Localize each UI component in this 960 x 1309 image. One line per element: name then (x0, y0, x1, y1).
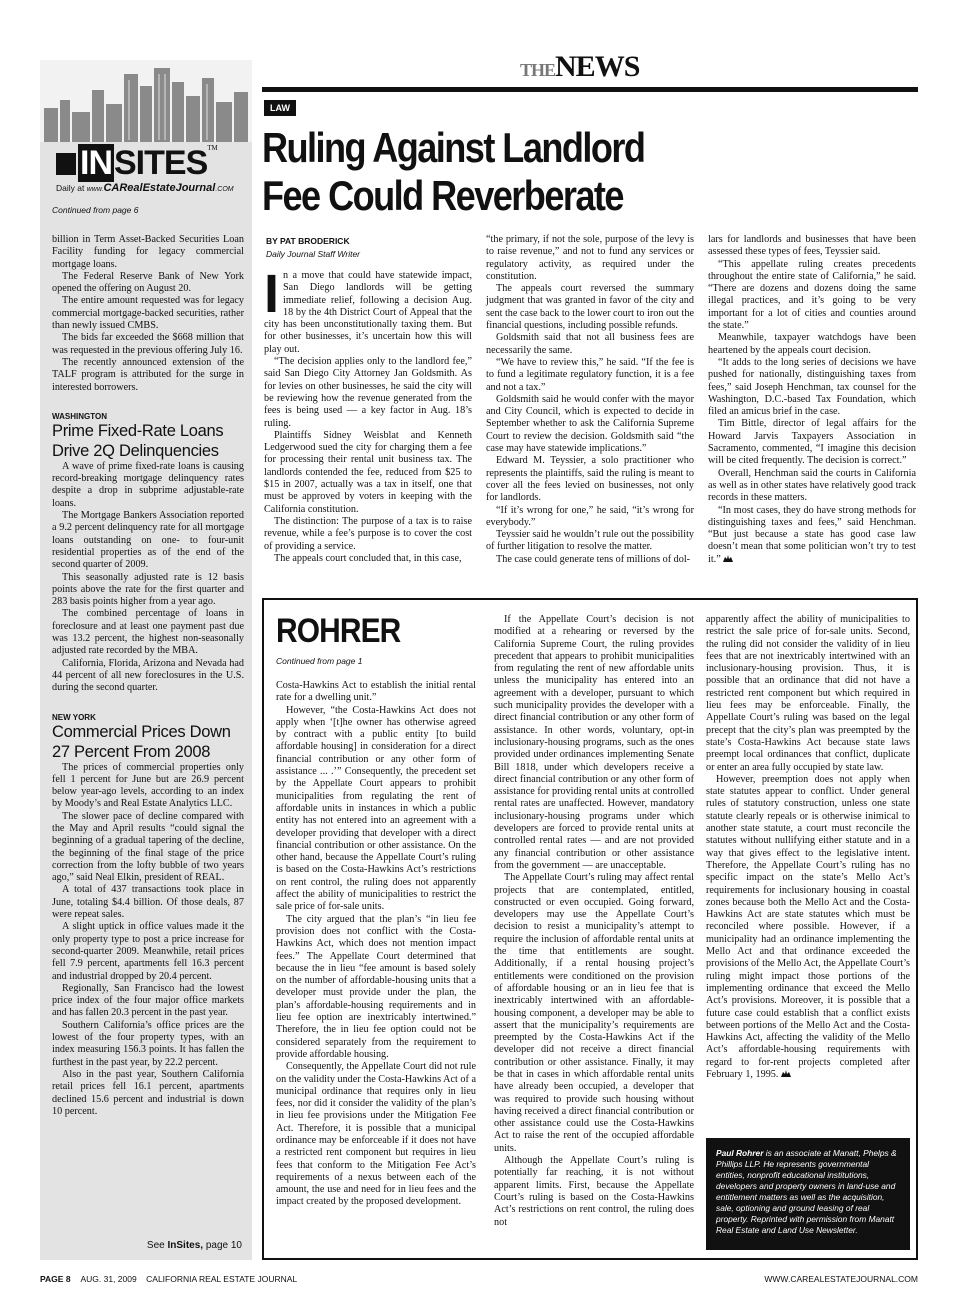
sidebar-paragraph: The slower pace of decline compared with the May and April results “could signal the beginning of a gradual tapering of the decline, the beginning of the final stage of the price correction from the lofty bubble of two years ago,” said Neal Elkin, president of REAL. (52, 810, 244, 884)
sidebar-paragraph: The entire amount requested was for legacy commercial mortgage-backed securities, rather than newly issued CMBS. (52, 295, 244, 332)
article-paragraph: “The decision applies only to the landlord fee,” said San Diego City Attorney Jan Goldsmith. As for levies on other businesses, he said the city will be reviewing how the revenue generated from the fees is being used — a key factor in Aug. 18’s ruling. (264, 356, 472, 429)
law-column-2 (486, 234, 694, 566)
masthead-rule (262, 87, 918, 92)
sidebar-paragraph: A total of 437 transactions took place in June, totaling $4.4 billion. Of those deals, 87 were repeat sales. (52, 884, 244, 921)
rohrer-column-3 (706, 614, 910, 1081)
see-name: InSites, (167, 1240, 204, 1251)
bio-name: Paul Rohrer (716, 1148, 764, 1158)
sidebar-paragraph: A slight uptick in office values made it the only property type to post a price increase for second-quarter 2009. Meanwhile, retail prices fell 7.9 percent, apartments fell 16.3 percent and industrial dropped by 20.4 percent. (52, 921, 244, 982)
daily-prefix: Daily at (56, 183, 85, 193)
masthead-news: NEWS (555, 50, 640, 83)
sidebar-paragraph: This seasonally adjusted rate is 12 basis points above the rate for the first quarter and 283 basis points higher from a year ago. (52, 571, 244, 608)
end-mark-icon (723, 554, 733, 562)
page-footer (40, 1274, 297, 1284)
logo-trademark: TM (207, 144, 218, 152)
bio-text: is an associate at Manatt, Phelps & Phillips LLP. He represents governmental entities, nonprofit educational institutions, developers and property owners in land-use and entitlement matters as well as the acquisition, sale, optioning and ground leasing of real property. Reprinted with permission from Manatt Real Estate and Land Use Newsletter. (716, 1148, 897, 1235)
sidebar-paragraph: The Mortgage Bankers Association reported a 9.2 percent delinquency rate for all mortgage loans outstanding on one- to four-unit residential properties as of the end of the second quarter of 2009. (52, 510, 244, 571)
sidebar-paragraph: Regionally, San Francisco had the lowest price index of the four major office markets and has fallen 20.3 percent in the past year. (52, 982, 244, 1019)
daily-com: .COM (215, 186, 234, 193)
article-paragraph: Plaintiffs Sidney Weisblat and Kenneth Ledgerwood sued the city for charging them a fee for processing their rental unit business tax. The landlords contended the fee, reduced from $25 to $15 in 2007, actually was a tax in itself, one that must be approved by voters in keeping with the California constitution. (264, 429, 472, 515)
article-paragraph: “If it’s wrong for one,” he said, “it’s wrong for everybody.” (486, 504, 694, 528)
article-paragraph (708, 505, 916, 566)
sidebar-paragraph: Southern California’s office prices are the lowest of the four property types, with an index measuring 156.3 points. It has fallen the furthest in the past year, by 22.2 percent. (52, 1019, 244, 1068)
see-insites-jump[interactable] (120, 1240, 242, 1251)
logo-sites: SITES (114, 144, 208, 182)
story-kicker: NEW YORK (52, 712, 96, 722)
drop-cap: I (264, 264, 280, 324)
logo-in: IN (80, 144, 112, 182)
article-paragraph: The case could generate tens of millions of dol- (496, 553, 691, 565)
article-paragraph: The appeals court reversed the summary judgment that was granted in favor of the city and sent the case back to the lower court to iron out the financial questions, including possible refunds. (486, 283, 694, 332)
article-paragraph: Edward M. Teyssier, a solo practitioner who represents the plaintiffs, said the ruling is meant to cover all the fees levied on businesses, not only for landlords. (486, 455, 694, 504)
publication-name: CALIFORNIA REAL ESTATE JOURNAL (146, 1274, 298, 1284)
article-paragraph (706, 774, 910, 1081)
article-paragraph: “It adds to the long series of decisions we have pushed for nationally, distinguishing taxes from fees,” said Joseph Henchman, tax counsel for the Washington, D.C.-based Tax Foundation, which filed an amicus brief in the case. (708, 356, 916, 418)
law-column-3 (708, 234, 916, 566)
article-paragraph: The appeals court concluded that, in this case, (274, 552, 462, 564)
article-paragraph: “We have to review this,” he said. “If the fee is to fund a legitimate regulatory function, it is a fee and not a tax.” (486, 356, 694, 393)
sidebar-paragraph: California, Florida, Arizona and Nevada had 44 percent of all new foreclosures in the U.S. during the second quarter. (52, 657, 244, 694)
article-paragraph: Overall, Henchman said the courts in California as well as in other states have relatively good track records in these matters. (708, 467, 916, 504)
issue-date: AUG. 31, 2009 (80, 1274, 137, 1284)
article-paragraph: Meanwhile, taxpayer watchdogs have been heartened by the appeals court decision. (708, 332, 916, 356)
article-paragraph: Teyssier said he wouldn’t rule out the possibility of further litigation to resolve the matter. (486, 529, 695, 553)
sidebar-paragraph: The combined percentage of loans in foreclosure and at least one payment past due was 13.2 percent, the highest non-seasonally adjusted rate recorded by the MBA. (52, 608, 244, 657)
article-paragraph: The Appellate Court’s ruling may affect rental projects that are contemplated, entitled, constructed or even occupied. Going forward, developers may use the Appellate Court’s decision to resist a municipality’s attempt to require the inclusion of affordable rental units at the time that entitlements are sought. Additionally, if a rental housing project’s entitlements were conditioned on the provision of affordable housing or an in lieu fee that is inextricably intertwined with an affordable-housing component, a developer may be able to assert that the municipality’s requirements are preempted by the Costa-Hawkins Act if the developer did not receive a direct financial contribution or other assistance. Finally, it may be that in cases in which affordable rental units have already been occupied, a developer that was required to provide such housing without having received a direct financial contribution or other assistance could use the Costa-Hawkins Act to raise the rent of the occupied affordable units. (494, 872, 694, 1154)
insites-logo (56, 144, 246, 182)
footer-url[interactable]: WWW.CAREALESTATEJOURNAL.COM (764, 1274, 918, 1284)
daily-www: www. (86, 186, 104, 193)
article-paragraph: “This appellate ruling creates precedents throughout the entire state of California,” he said. “There are dozens and dozens doing the same illegal practices, and it’s going to be very important for a lot of cities and counties around the state.” (708, 258, 916, 332)
sidebar-paragraph: The prices of commercial properties only fell 1 percent for June but are 26.9 percent below year-ago levels, according to an index by Moody’s and Real Estate Analytics LLC. (52, 761, 244, 810)
daily-site: CARealEstateJournal (103, 182, 216, 194)
rohrer-column-1 (276, 680, 476, 1209)
rohrer-column-2 (494, 614, 694, 1229)
sidebar-paragraph: Also in the past year, Southern California retail prices fell 16.1 percent, apartments declined 15.6 percent and industrial is down 10 percent. (52, 1068, 244, 1117)
sidebar-paragraph: The Federal Reserve Bank of New York opened the offering on August 20. (52, 270, 244, 295)
article-paragraph: lars for landlords and businesses that have been assessed these types of fees, Teyssier said. (708, 234, 916, 258)
author-bio-box (706, 1138, 910, 1250)
sidebar-paragraph: billion in Term Asset-Backed Securities Loan Facility funding for legacy commercial mortgage loans. (52, 234, 244, 270)
lead-text: n a move that could have statewide impact, San Diego landlords will be getting immediate relief, following a decision Aug. 18 by the 4th District Court of Appeal that the city has been unconstitutionally taxing them. But for other businesses, it’s uncertain how this will play out. (264, 270, 472, 355)
final-text: However, preemption does not apply when state statutes appear to conflict. Under general rules of statutory construction, unless one state statute clearly repeals or is otherwise inimical to another state statute, a court must reconcile the statutes without nullifying either statute and in a way that gives effect to the legislative intent. Therefore, the Appellate Court’s ruling has no specific impact on the state’s Mello Act’s requirements for inclusionary housing in coastal zones because both the Mello Act and the Costa-Hawkins Act are state statutes which must be reconciled where possible. However, if a municipality had an ordinance implementing the Mello Act and that ordinance exceeded the provisions of the Mello Act, the Appellate Court’s ruling might impact those portions of the implementing ordinance that exceed the Mello Act’s provisions. Moreover, it is possible that a future case could establish that a conflict exists between portions of the Mello Act and the Costa-Hawkins Act, affecting the validity of the Mello Act’s affordable-housing requirements with regard to for-rent projects completed after February 1, 1995. (706, 773, 910, 1080)
article-paragraph: Goldsmith said he would confer with the mayor and City Council, which is expected to decide in September whether to ask the California Supreme Court to review the decision. Goldsmith said “the case may have statewide implications.” (486, 393, 694, 455)
see-prefix: See (146, 1240, 165, 1251)
story-kicker: WASHINGTON (52, 411, 107, 421)
main-headline (262, 124, 658, 220)
byline-affiliation: Daily Journal Staff Writer (266, 249, 360, 259)
sidebar-column (52, 234, 244, 1118)
law-column-1 (264, 264, 472, 565)
article-paragraph: However, “the Costa-Hawkins Act does not apply when ‘[t]he owner has otherwise agreed by contract with a public entity [to build affordable housing] in consideration for a direct financial contribution or any other form of assistance ... .’” Consequently, the precedent set by the Appellate Court appears to prohibit municipalities from regulating the rent of affordable units in instances in which a public entity has not entered into an agreement with a developer providing that developer with a direct financial contribution or other assistance. On the other hand, because the Appellate Court’s ruling is based on the Costa-Hawkins Act’s restrictions on rent control, the ruling does not apparently affect the ability of municipalities to restrict the sale price of for-sale units. (276, 704, 476, 913)
article-paragraph: The city argued that the plan’s “in lieu fee provision does not conflict with the Costa-Hawkins Act, which does not mention impact fees.” The Appellate Court determined that because the in lieu “fee amount is based solely on the number of affordable-housing units that a developer must provide under the plan, the plan’s affordable-housing requirements and in lieu fee option are inextricably intertwined.” Therefore, the in lieu fee option could not be considered separately from the requirement to provide affordable housing. (276, 913, 476, 1060)
article-paragraph: apparently affect the ability of municipalities to restrict the sale price of for-sale units. Second, the ruling did not consider the validity of in lieu fees that are not inextricably intertwined with an inclusionary-housing provision. Thus, it is possible that an ordinance that did not have a restricted rent component but which required in lieu fees may be enforceable. Finally, the Appellate Court’s ruling was based on the legal precept that the city’s plan was preempted by the state’s Costa-Hawkins Act because state laws preempt local ordinances that conflict, duplicate or enter an area fully occupied by state law. (706, 614, 910, 773)
city-skyline-image (40, 60, 252, 142)
final-text: “In most cases, they do have strong methods for distinguishing taxes and fees,” said Henchman. “But just because a state has good case law doesn’t mean that some politician won’t try to test it.” (708, 504, 916, 565)
continued-from-page-1: Continued from page 1 (276, 656, 363, 666)
masthead-the: THE (520, 60, 556, 80)
article-paragraph: Goldsmith said that not all business fees are necessarily the same. (486, 332, 694, 356)
article-paragraph: Costa-Hawkins Act to establish the initial rental rate for a dwelling unit.” (276, 680, 476, 704)
daily-tagline (56, 182, 234, 194)
article-paragraph: The distinction: The purpose of a tax is to raise revenue, while a fee’s purpose is to cover the cost of providing a service. (264, 515, 472, 552)
story-headline: Prime Fixed-Rate Loans Drive 2Q Delinquencies (52, 421, 224, 460)
end-mark-icon (781, 1069, 791, 1077)
lead-paragraph (264, 264, 472, 356)
section-masthead (520, 50, 660, 84)
article-paragraph: “the primary, if not the sole, purpose of the levy is to raise revenue,” and not to fund any services or regulatory activity, as required under the constitution. (486, 234, 694, 282)
article-paragraph: If the Appellate Court’s decision is not modified at a rehearing or reversed by the California Supreme Court, the ruling provides precedent that appears to prohibit municipalities from regulating the rent of new affordable units unless the municipality has entered into an agreement with a developer, pursuant to which such municipality provides the developer with a direct financial contribution or any other form of assistance. In other words, voluntary, opt-in inclusionary-housing programs, such as the ones provided under ordinances implementing Senate Bill 1818, under which developers receive a direct financial contribution or any other form of assistance for providing rental units at controlled rental rates are unaffected. However, mandatory inclusionary-housing programs under which developers are forced to provide rental units at controlled rental rates — and are not provided any financial contribution or other assistance from the government — are unacceptable. (494, 614, 694, 871)
see-suffix: page 10 (205, 1240, 242, 1251)
continued-from-page-6: Continued from page 6 (52, 205, 139, 215)
page-number: PAGE 8 (40, 1274, 71, 1284)
article-paragraph: Although the Appellate Court’s ruling is potentially far reaching, it is not without apparent limits. First, because the Appellate Court’s ruling is based on the Costa-Hawkins Act’s restrictions on rent control, the ruling does not (494, 1155, 694, 1228)
headline-line-1: Ruling Against Landlord (262, 124, 645, 171)
rohrer-title: ROHRER (276, 612, 401, 650)
sidebar-paragraph: A wave of prime fixed-rate loans is causing record-breaking mortgage delinquency rates despite a drop in subprime adjustable-rate loans. (52, 460, 244, 509)
sidebar-paragraph: The bids far exceeded the $668 million that was requested in the previous offering July 16. (52, 332, 244, 356)
section-tag-law: LAW (264, 100, 296, 116)
byline: BY PAT BRODERICK (266, 236, 350, 246)
article-paragraph: Tim Bittle, director of legal affairs for the Howard Jarvis Taxpayers Association in Sacramento, commented, “I imagine this decision will be cited frequently. The decision is correct.” (708, 418, 916, 467)
sidebar-paragraph: The recently announced extension of the TALF program is attributed for the surge in interested borrowers. (52, 356, 244, 393)
story-headline: Commercial Prices Down 27 Percent From 2008 (52, 722, 231, 761)
headline-line-2: Fee Could Reverberate (262, 172, 623, 219)
article-paragraph: Consequently, the Appellate Court did not rule on the validity under the Costa-Hawkins Act of a municipal ordinance that requires only in lieu fees, nor did it consider the validity of the plan’s in lieu fee provisions under the Mitigation Fee Act. Therefore, it is possible that a municipal ordinance may be enforceable if it does not have a restricted rent component but requires in lieu fees that conform to the Mitigation Fee Act’s requirements of a nexus between each of the amount, the use and need for in lieu fees and the impact created by the proposed development. (276, 1061, 476, 1208)
